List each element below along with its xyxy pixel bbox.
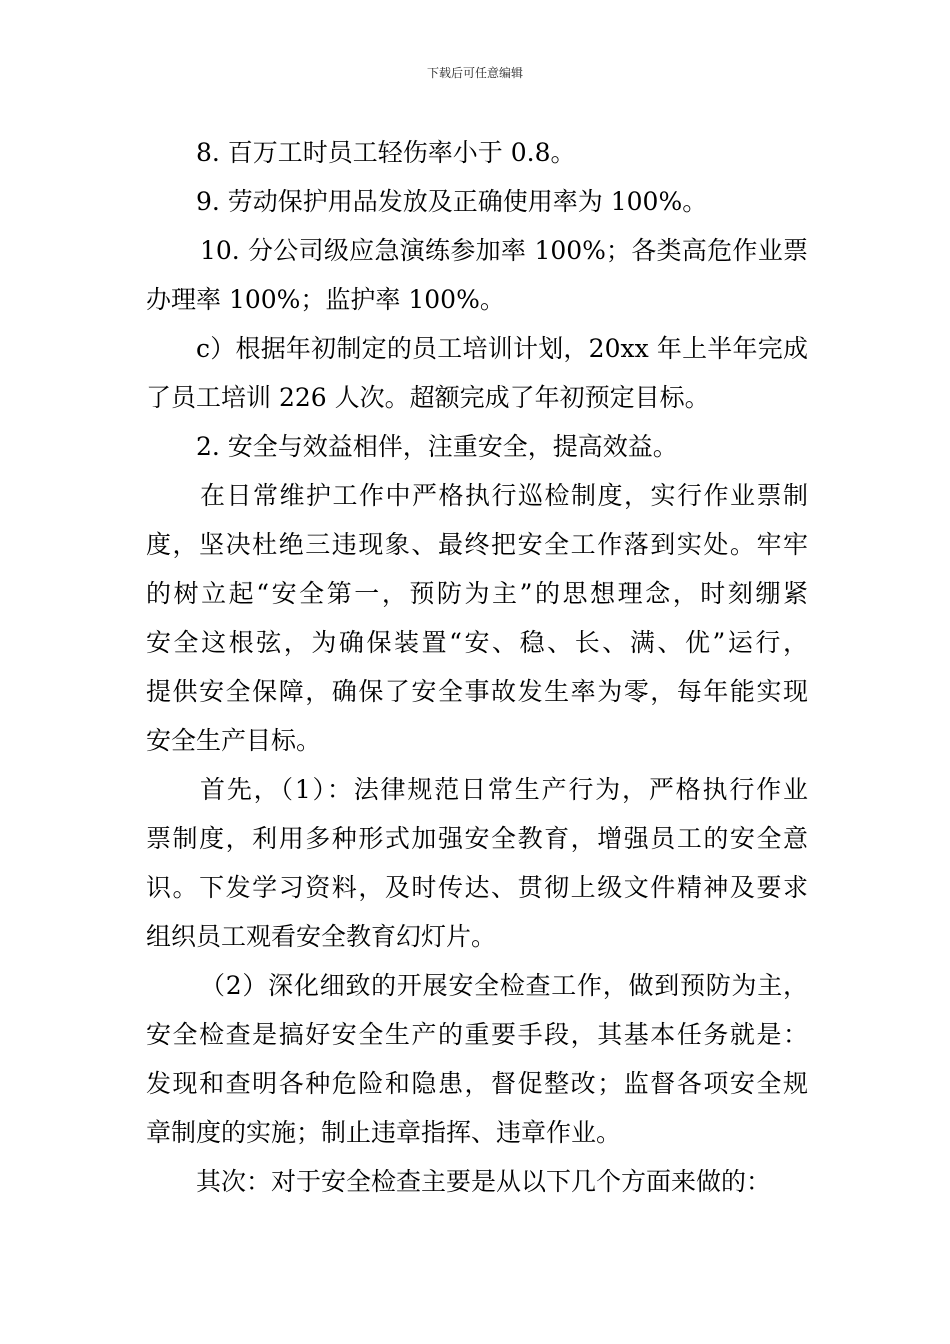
paragraph-line: 2. 安全与效益相伴，注重安全，提高效益。: [196, 432, 678, 461]
paragraph-line: c）根据年初制定的员工培训计划，20xx 年上半年完成: [196, 334, 808, 363]
paragraph: [146, 422, 808, 471]
paragraph-line: 的树立起“安全第一，预防为主”的思想理念，时刻绷紧: [146, 579, 808, 608]
paragraph: [146, 128, 808, 177]
paragraph-line: （2）深化细致的开展安全检查工作，做到预防为主，: [200, 971, 808, 1000]
paragraph-line: 度，坚决杜绝三违现象、最终把安全工作落到实处。牢牢: [146, 530, 808, 559]
paragraph: [146, 226, 808, 324]
paragraph: [146, 471, 808, 765]
paragraph: [146, 765, 808, 961]
paragraph-line: 章制度的实施；制止违章指挥、违章作业。: [146, 1118, 622, 1147]
paragraph: [146, 1157, 808, 1206]
paragraph-line: 10. 分公司级应急演练参加率 100%；各类高危作业票: [200, 236, 808, 265]
paragraph-line: 办理率 100%；监护率 100%。: [146, 285, 505, 314]
paragraph-line: 发现和查明各种危险和隐患，督促整改；监督各项安全规: [146, 1069, 808, 1098]
paragraph-line: 组织员工观看安全教育幻灯片。: [146, 922, 497, 951]
paragraph-line: 识。下发学习资料，及时传达、贯彻上级文件精神及要求: [146, 873, 808, 902]
paragraph-line: 8. 百万工时员工轻伤率小于 0.8。: [196, 138, 576, 167]
paragraph-line: 票制度，利用多种形式加强安全教育，增强员工的安全意: [146, 824, 808, 853]
paragraph: [146, 177, 808, 226]
document-body: [146, 128, 808, 1206]
paragraph-line: 了员工培训 226 人次。超额完成了年初预定目标。: [146, 383, 710, 412]
paragraph-line: 其次：对于安全检查主要是从以下几个方面来做的：: [196, 1167, 772, 1196]
paragraph-line: 首先，（1）：法律规范日常生产行为，严格执行作业: [200, 775, 808, 804]
paragraph-line: 安全检查是搞好安全生产的重要手段，其基本任务就是：: [146, 1020, 808, 1049]
paragraph-line: 9. 劳动保护用品发放及正确使用率为 100%。: [196, 187, 708, 216]
paragraph-line: 安全生产目标。: [146, 726, 322, 755]
paragraph-line: 提供安全保障，确保了安全事故发生率为零，每年能实现: [146, 677, 808, 706]
paragraph: [146, 324, 808, 422]
paragraph-line: 安全这根弦，为确保装置“安、稳、长、满、优”运行，: [146, 628, 808, 657]
page-header: 下载后可任意编辑: [426, 66, 523, 80]
paragraph: [146, 961, 808, 1157]
paragraph-line: 在日常维护工作中严格执行巡检制度，实行作业票制: [200, 481, 808, 510]
